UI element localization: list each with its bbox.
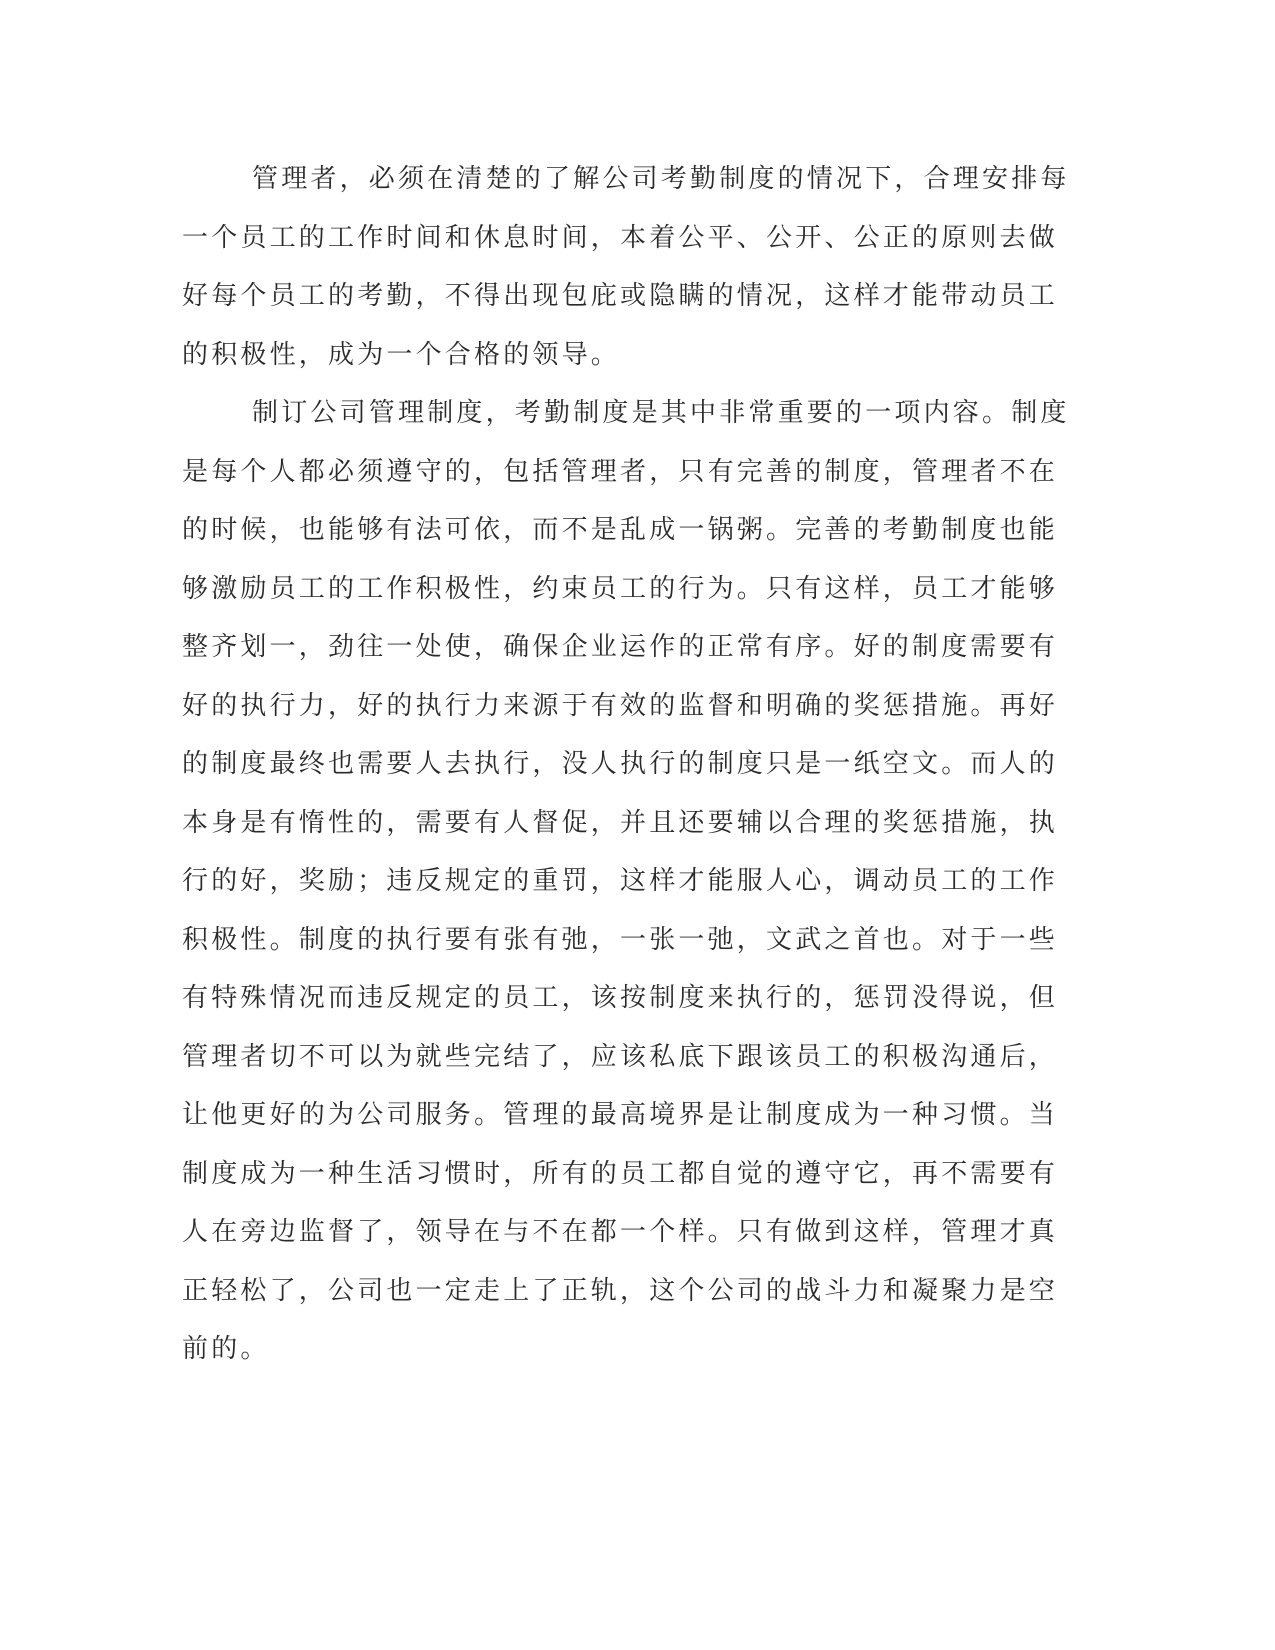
text-line: 前的。 <box>182 1334 270 1364</box>
text-line: 的时候，也能够有法可依，而不是乱成一锅粥。完善的考勤制度也能 <box>182 515 1059 545</box>
text-line: 管理者切不可以为就些完结了，应该私底下跟该员工的积极沟通后， <box>182 1041 1059 1072</box>
document-body <box>182 150 1070 1379</box>
text-line: 有特殊情况而违反规定的员工，该按制度来执行的，惩罚没得说，但 <box>182 983 1059 1013</box>
text-line: 好的执行力，好的执行力来源于有效的监督和明确的奖惩措施。再好 <box>182 690 1059 721</box>
paragraph-1 <box>182 150 1070 384</box>
paragraph-2 <box>182 384 1070 1379</box>
text-line: 人在旁边监督了，领导在与不在都一个样。只有做到这样，管理才真 <box>182 1217 1059 1247</box>
text-line: 行的好，奖励；违反规定的重罚，这样才能服人心，调动员工的工作 <box>182 866 1059 896</box>
text-line: 的积极性，成为一个合格的领导。 <box>182 339 621 370</box>
text-line: 好每个员工的考勤，不得出现包庇或隐瞒的情况，这样才能带动员工 <box>182 281 1059 311</box>
text-line: 整齐划一，劲往一处使，确保企业运作的正常有序。好的制度需要有 <box>182 632 1059 662</box>
text-line: 积极性。制度的执行要有张有弛，一张一弛，文武之首也。对于一些 <box>182 924 1059 955</box>
text-line: 一个员工的工作时间和休息时间，本着公平、公开、公正的原则去做 <box>182 222 1059 253</box>
text-line: 正轻松了，公司也一定走上了正轨，这个公司的战斗力和凝聚力是空 <box>182 1275 1059 1306</box>
text-line: 是每个人都必须遵守的，包括管理者，只有完善的制度，管理者不在 <box>182 456 1059 487</box>
text-line: 让他更好的为公司服务。管理的最高境界是让制度成为一种习惯。当 <box>182 1100 1059 1130</box>
text-line: 本身是有惰性的，需要有人督促，并且还要辅以合理的奖惩措施，执 <box>182 807 1059 838</box>
text-line: 的制度最终也需要人去执行，没人执行的制度只是一纸空文。而人的 <box>182 749 1059 779</box>
text-line: 管理者，必须在清楚的了解公司考勤制度的情况下，合理安排每 <box>252 164 1070 194</box>
text-line: 制订公司管理制度，考勤制度是其中非常重要的一项内容。制度 <box>252 398 1070 428</box>
text-line: 够激励员工的工作积极性，约束员工的行为。只有这样，员工才能够 <box>182 573 1059 604</box>
text-line: 制度成为一种生活习惯时，所有的员工都自觉的遵守它，再不需要有 <box>182 1158 1059 1189</box>
